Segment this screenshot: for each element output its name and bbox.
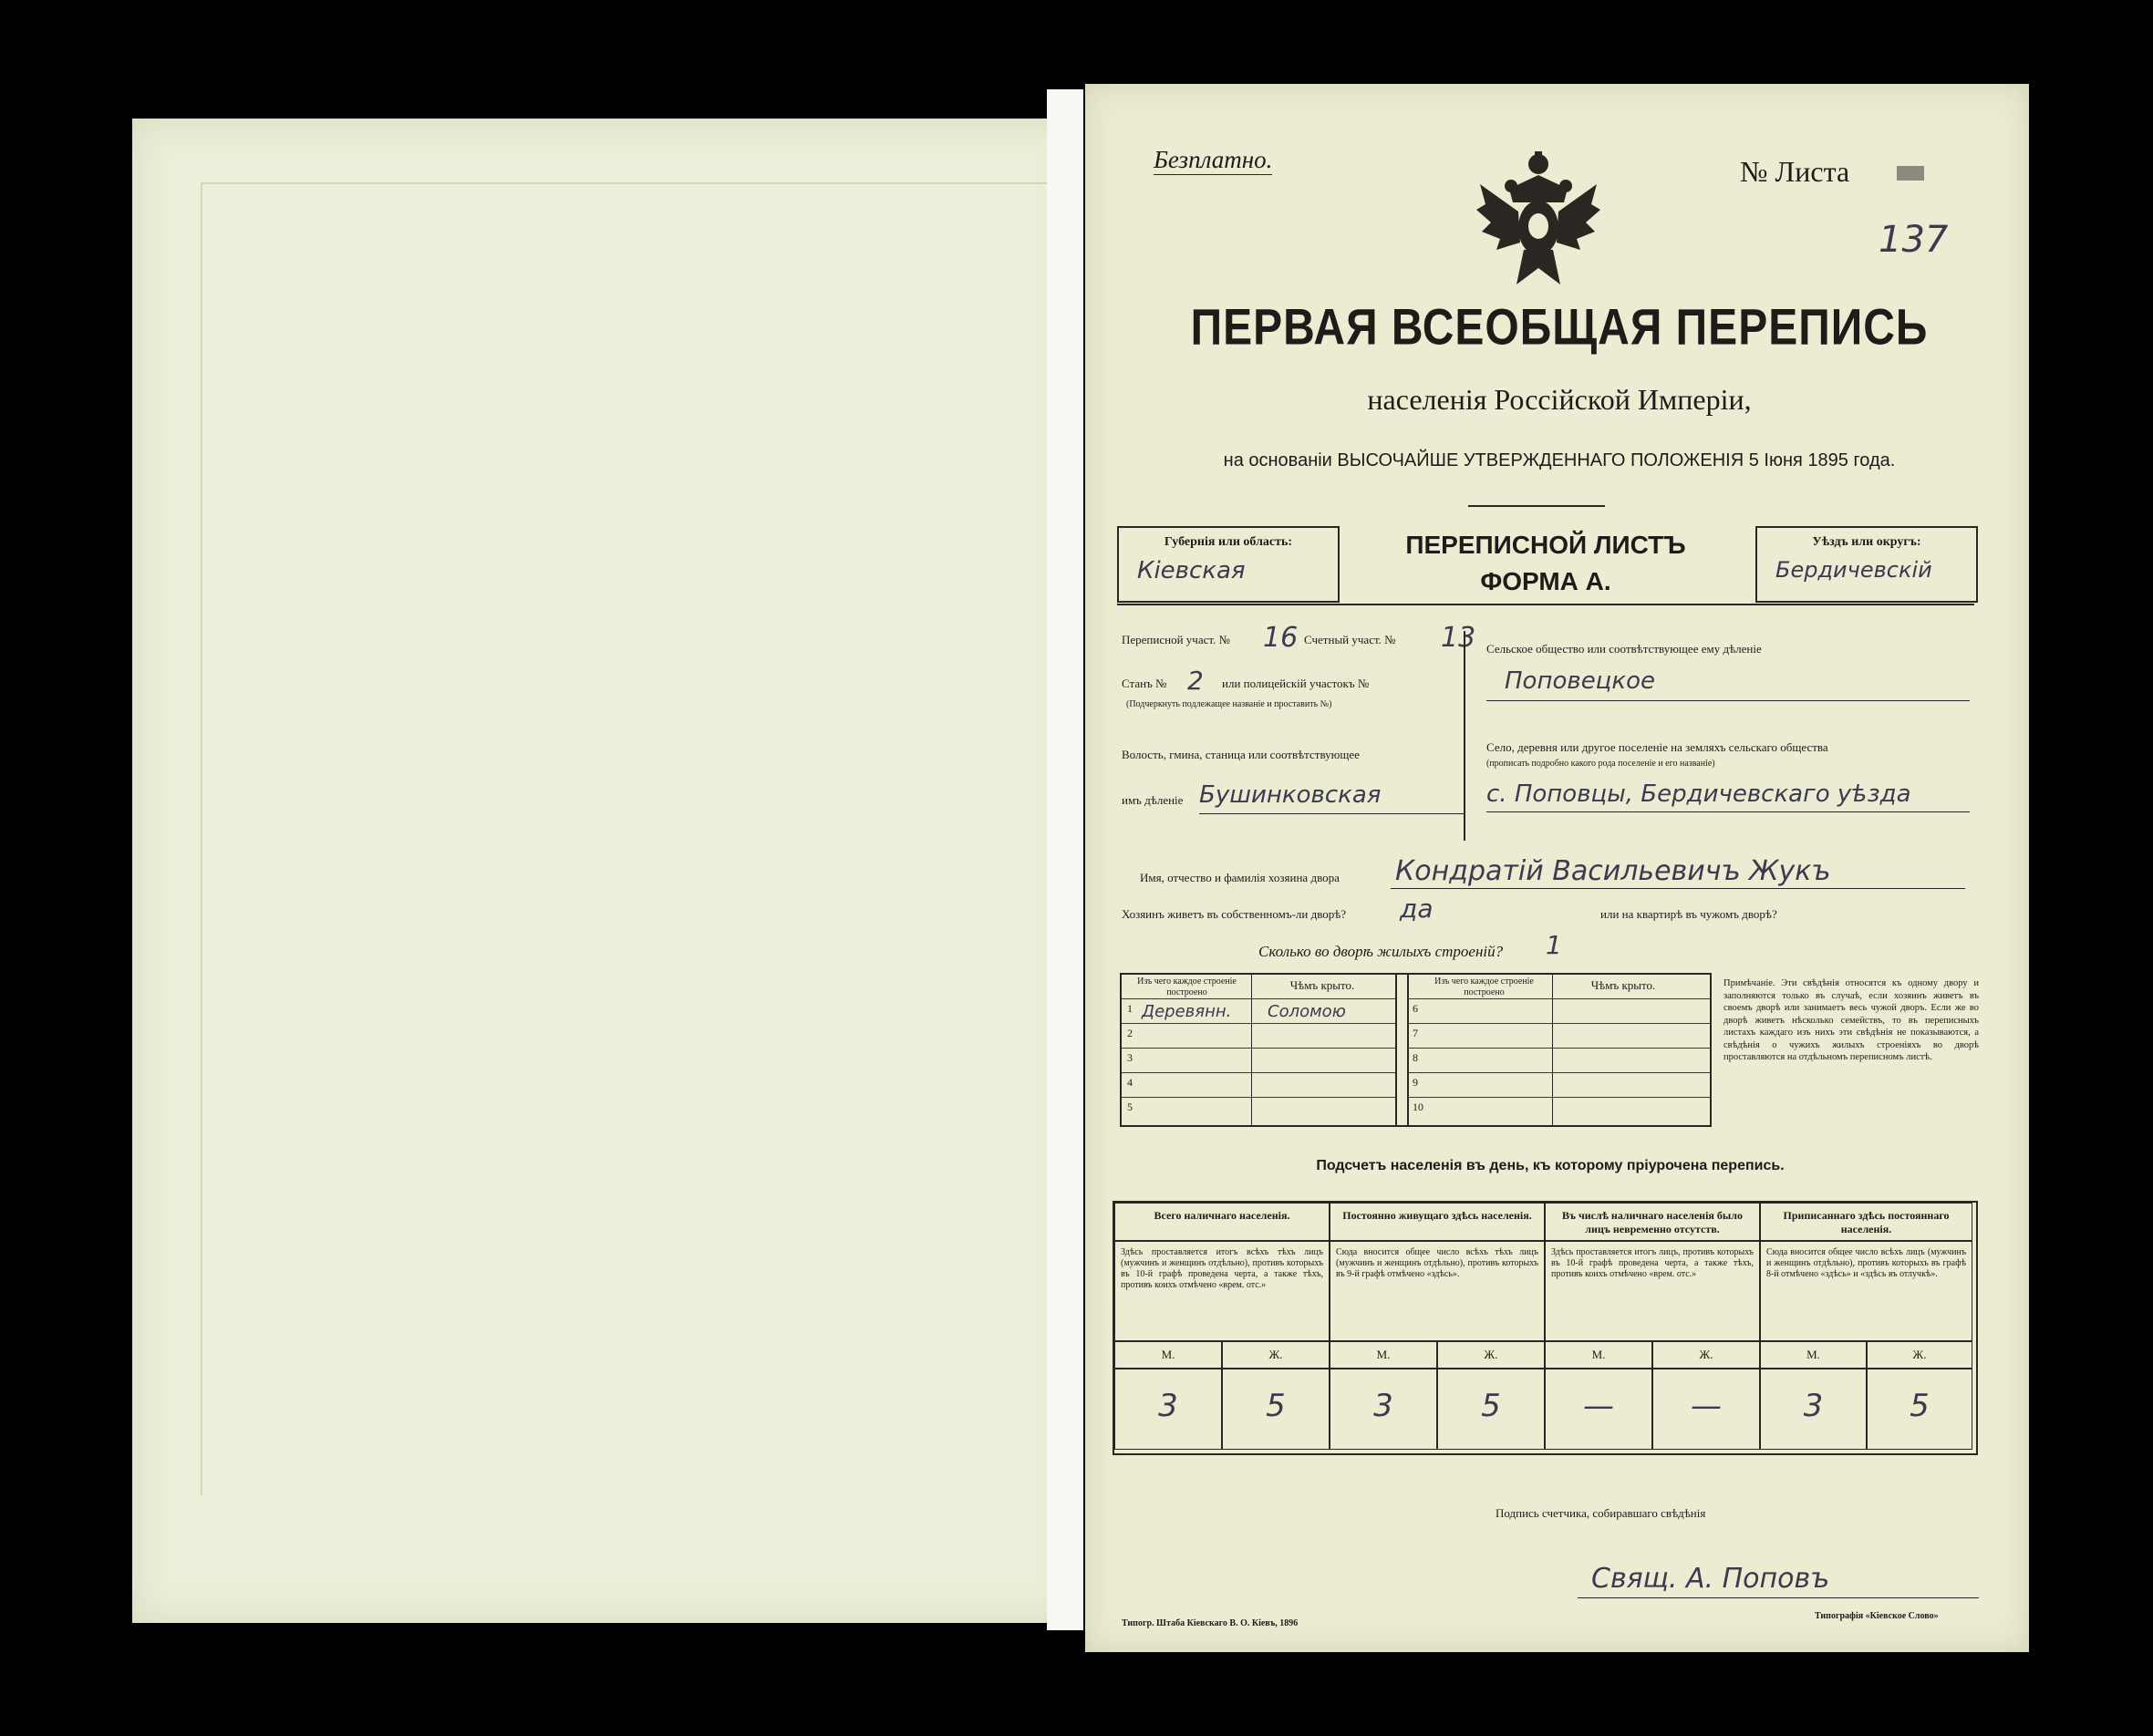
village-note: (прописать подробно какого рода поселеніе и его названіе) [1486, 759, 1715, 769]
summary-f-header-1: Ж. [1222, 1341, 1330, 1369]
building-row: 4 [1122, 1072, 1395, 1093]
stan-label: Станъ № [1122, 677, 1167, 690]
building-row: 1 [1122, 998, 1395, 1019]
guberniya-box [1117, 526, 1340, 603]
volost-label-1: Волость, гмина, станица или соотвѣтствующее [1122, 748, 1360, 761]
summary-m-value-2: 3 [1330, 1369, 1437, 1450]
fields-divider [1464, 631, 1465, 841]
summary-f-value-1: 5 [1222, 1369, 1330, 1450]
volost-label-2: имъ дѣленіе [1122, 793, 1184, 807]
building-row: 5 [1122, 1097, 1395, 1118]
summary-desc-1: Здѣсь проставляется итогъ всѣхъ тѣхъ лицъ (мужчинъ и женщинъ отдѣльно), противъ которыхъ въ 10-й графѣ проведена черта, а также тѣхъ, противъ коихъ отмѣчено «врем. отс.» [1114, 1241, 1330, 1341]
buildings-right-rows [1407, 998, 1710, 1125]
summary-m-header-2: М. [1330, 1341, 1437, 1369]
summary-f-header-2: Ж. [1437, 1341, 1545, 1369]
summary-f-value-3: — [1652, 1369, 1760, 1450]
summary-f-value-4: 5 [1867, 1369, 1972, 1450]
owner-name-underline [1391, 888, 1965, 889]
summary-group-2: Постоянно живущаго здѣсь населенія. [1330, 1203, 1545, 1241]
volost-underline [1199, 813, 1464, 814]
sheet-number-stamp [1897, 166, 1924, 181]
buildings-col4-header: Чѣмъ крыто. [1590, 978, 1656, 992]
summary-group-1: Всего наличнаго населенія. [1114, 1203, 1330, 1241]
summary-f-value-2: 5 [1437, 1369, 1545, 1450]
summary-desc-3: Здѣсь проставляется итогъ лицъ, противъ которыхъ въ 10-й графѣ проведена черта, а также тѣхъ, противъ коихъ отмѣчено «врем. отс.» [1545, 1241, 1760, 1341]
owner-lives-value: да [1400, 894, 1434, 924]
volost-value: Бушинковская [1199, 781, 1382, 809]
summary-m-header-1: М. [1114, 1341, 1222, 1369]
buildings-col1-header: Изъ чего каждое строеніе построено [1137, 976, 1237, 997]
village-value: с. Поповцы, Бердичевскаго уѣзда [1486, 780, 1911, 808]
title-divider [1468, 505, 1605, 507]
building-row: 6 [1407, 998, 1710, 1019]
uezd-label: Уѣздъ или округъ: [1812, 535, 1921, 549]
signature-value: Свящ. А. Поповъ [1591, 1563, 1830, 1595]
owner-name-value: Кондратій Васильевичъ Жукъ [1395, 855, 1831, 887]
building-1-roof: Соломою [1268, 1002, 1346, 1021]
buildings-col2-header: Чѣмъ крыто. [1289, 978, 1355, 992]
summary-desc-4: Сюда вносится общее число всѣхъ лицъ (мужчинъ и женщинъ отдѣльно), противъ которыхъ въ графѣ 8-й отмѣчено «здѣсь» и «здѣсь въ отлучкѣ». [1760, 1241, 1972, 1341]
sheet-number-handwritten: 137 [1879, 219, 1949, 261]
summary-m-value-3: — [1545, 1369, 1652, 1450]
summary-m-header-3: М. [1545, 1341, 1652, 1369]
summary-m-header-4: М. [1760, 1341, 1867, 1369]
sheet-number-label: № Листа [1740, 155, 1850, 188]
census-basis: на основаніи ВЫСОЧАЙШЕ УТВЕРЖДЕННАГО ПОЛОЖЕНІЯ 5 Іюня 1895 года. [1223, 450, 1896, 470]
buildings-table [1120, 973, 1712, 1127]
uezd-value: Бердичевскій [1775, 557, 1932, 583]
uezd-box [1755, 526, 1978, 603]
village-underline [1486, 811, 1970, 812]
census-main-title: ПЕРВАЯ ВСЕОБЩАЯ ПЕРЕПИСЬ [1190, 300, 1929, 356]
left-blank-page [132, 119, 1076, 1623]
summary-group-4: Приписаннаго здѣсь постояннаго населенія. [1760, 1203, 1972, 1241]
building-1-material: Деревянн. [1142, 1002, 1232, 1021]
police-note: (Подчеркнуть подлежащее названіе и проставить №) [1126, 699, 1332, 709]
buildings-label: Сколько во дворѣ жилыхъ строеній? [1258, 943, 1504, 960]
header-rule [1117, 604, 1974, 605]
printer-left: Типогр. Штаба Кіевскаго В. О. Кіевъ, 1896 [1122, 1618, 1299, 1628]
summary-title: Подсчетъ населенія въ день, къ которому пріурочена перепись. [1316, 1158, 1785, 1173]
building-row: 3 [1122, 1048, 1395, 1069]
building-row: 7 [1407, 1023, 1710, 1044]
census-form-page [1085, 84, 2029, 1652]
summary-group-3: Въ числѣ наличнаго населенія было лицъ невременно отсутств. [1545, 1203, 1760, 1241]
owner-lives-label: Хозяинъ живетъ въ собственномъ-ли дворѣ? [1122, 907, 1347, 921]
society-value: Поповецкое [1505, 667, 1655, 695]
building-row: 2 [1122, 1023, 1395, 1044]
society-underline [1486, 700, 1970, 701]
census-district-value: 16 [1263, 622, 1299, 654]
buildings-note: Примѣчаніе. Эти свѣдѣнія относятся къ одному двору и заполняются только въ случаѣ, если хозяинъ живетъ въ своемъ дворѣ или занимаетъ весь чужой дворъ. Если же во дворѣ живетъ нѣсколько семействъ, то въ переписныхъ листахъ каждаго изъ нихъ эти свѣдѣнія не показываются, а свѣдѣнія о чужихъ жилыхъ строеніяхъ во дворѣ проставляются на отдѣльномъ переписномъ листѣ. [1723, 978, 1979, 1062]
census-subtitle: населенія Россійской Имперіи, [1367, 383, 1752, 416]
imperial-eagle-emblem [1473, 148, 1605, 289]
stan-value: 2 [1187, 666, 1204, 696]
society-label: Сельское общество или соотвѣтствующее ему дѣленіе [1486, 642, 1762, 656]
counting-district-label: Счетный участ. № [1304, 633, 1396, 646]
village-label: Село, деревня или другое поселеніе на земляхъ сельскаго общества [1486, 740, 1828, 754]
buildings-col3-header: Изъ чего каждое строеніе построено [1434, 976, 1534, 997]
summary-m-value-1: 3 [1114, 1369, 1222, 1450]
free-label: Безплатно. [1154, 146, 1273, 173]
buildings-value: 1 [1546, 930, 1562, 960]
printer-right: Типографія «Кіевское Слово» [1815, 1611, 1939, 1621]
counting-district-value: 13 [1441, 622, 1476, 654]
building-row: 9 [1407, 1072, 1710, 1093]
summary-m-value-4: 3 [1760, 1369, 1867, 1450]
owner-rent-label: или на квартирѣ въ чужомъ дворѣ? [1600, 907, 1777, 921]
owner-name-label: Имя, отчество и фамилія хозяина двора [1140, 871, 1340, 884]
signature-underline [1578, 1597, 1979, 1598]
form-a-title: ФОРМА А. [1480, 567, 1611, 595]
building-row: 10 [1407, 1097, 1710, 1118]
guberniya-value: Кіевская [1137, 557, 1246, 584]
police-label: или полицейскій участокъ № [1222, 677, 1370, 690]
signature-label: Подпись счетчика, собиравшаго свѣдѣнія [1496, 1506, 1706, 1520]
summary-f-header-4: Ж. [1867, 1341, 1972, 1369]
building-row: 8 [1407, 1048, 1710, 1069]
guberniya-label: Губернія или область: [1164, 535, 1293, 549]
summary-desc-2: Сюда вносится общее число всѣхъ тѣхъ лицъ (мужчинъ и женщинъ отдѣльно), противъ которыхъ въ 9-й графѣ отмѣчено «здѣсь». [1330, 1241, 1545, 1341]
sheet-title: ПЕРЕПИСНОЙ ЛИСТЪ [1405, 531, 1686, 559]
left-page-frame [201, 182, 1076, 1495]
census-district-label: Переписной участ. № [1122, 633, 1230, 646]
book-gutter [1047, 89, 1083, 1630]
summary-f-header-3: Ж. [1652, 1341, 1760, 1369]
population-summary-table [1113, 1201, 1978, 1455]
